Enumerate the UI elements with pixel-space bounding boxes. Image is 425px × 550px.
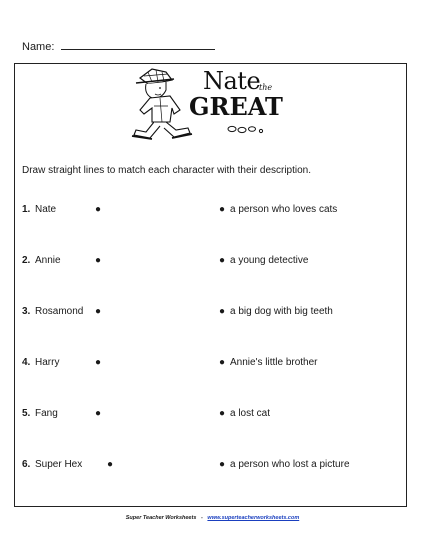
name-line[interactable] <box>61 39 215 50</box>
left-dot[interactable]: ● <box>107 459 114 470</box>
match-row-5 <box>0 408 425 424</box>
footer-separator: - <box>200 515 203 521</box>
match-row-4 <box>0 357 425 373</box>
character-name: Harry <box>35 357 60 368</box>
item-number: 3. <box>22 306 31 317</box>
match-row-6 <box>0 459 425 475</box>
right-dot[interactable]: ● <box>219 255 226 266</box>
left-dot[interactable]: ● <box>95 255 102 266</box>
item-number: 6. <box>22 459 31 470</box>
left-dot[interactable]: ● <box>95 408 102 419</box>
logo-great: GREAT <box>189 92 283 121</box>
character-name: Annie <box>35 255 61 266</box>
item-number: 1. <box>22 204 31 215</box>
left-dot[interactable]: ● <box>95 306 102 317</box>
logo-the: the <box>259 83 273 92</box>
description: a young detective <box>230 255 309 266</box>
description: Annie's little brother <box>230 357 318 368</box>
description: a lost cat <box>230 408 271 419</box>
match-row-1 <box>0 204 425 220</box>
footer <box>0 515 425 521</box>
footer-brand: Super Teacher Worksheets <box>125 515 197 521</box>
instruction-text: Draw straight lines to match each character with their description. <box>22 165 312 176</box>
item-number: 5. <box>22 408 31 419</box>
right-dot[interactable]: ● <box>219 459 226 470</box>
character-name: Rosamond <box>35 306 84 317</box>
right-dot[interactable]: ● <box>219 357 226 368</box>
match-row-3 <box>0 306 425 322</box>
footprints-icon <box>226 122 266 136</box>
description: a person who lost a picture <box>230 459 350 470</box>
description: a big dog with big teeth <box>230 306 333 317</box>
item-number: 4. <box>22 357 31 368</box>
logo-nate: Nate <box>203 67 261 95</box>
footer-url-link[interactable]: www.superteacherworksheets.com <box>207 515 300 521</box>
name-label: Name: <box>22 41 55 53</box>
item-number: 2. <box>22 255 31 266</box>
character-name: Nate <box>35 204 57 215</box>
left-dot[interactable]: ● <box>95 204 102 215</box>
description: a person who loves cats <box>230 204 338 215</box>
book-logo <box>122 66 290 146</box>
right-dot[interactable]: ● <box>219 408 226 419</box>
left-dot[interactable]: ● <box>95 357 102 368</box>
right-dot[interactable]: ● <box>219 306 226 317</box>
character-name: Fang <box>35 408 58 419</box>
right-dot[interactable]: ● <box>219 204 226 215</box>
match-row-2 <box>0 255 425 271</box>
name-row <box>22 39 215 53</box>
character-name: Super Hex <box>35 459 83 470</box>
